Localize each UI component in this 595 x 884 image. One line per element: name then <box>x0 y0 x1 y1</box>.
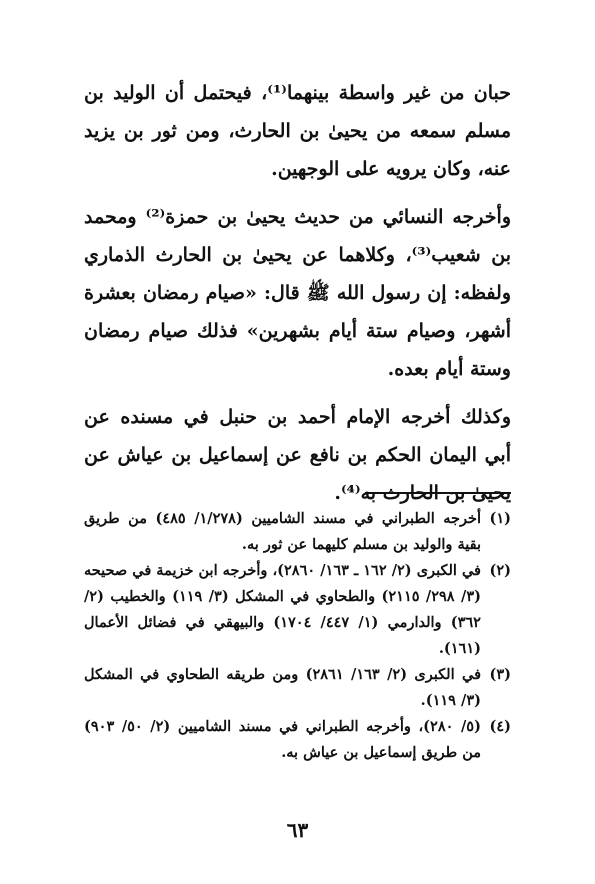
footnote-divider <box>365 492 511 494</box>
footnote-text: (٥/ ٢٨٠)، وأخرجه الطبراني في مسند الشاميين (٢/ ٥٠/ ٩٠٣) من طريق إسماعيل بن عياش به. <box>84 718 481 761</box>
footnote-text: أخرجه الطبراني في مسند الشاميين (١/٢٧٨/ ٤٨٥) من طريق بقية والوليد بن مسلم كليهما عن ثور به. <box>84 510 481 553</box>
footnotes <box>84 506 511 766</box>
page-number: ٦٣ <box>286 818 309 842</box>
footnote-text: في الكبرى (٢/ ١٦٢ ـ ١٦٣/ ٢٨٦٠)، وأخرجه ابن خزيمة في صحيحه (٣/ ٢٩٨/ ٢١١٥) والطحاوي في المشكل (٣/ ١١٩) والخطيب (٢/ ٣٦٢) والدارمي (١/ ٤٤٧/ ١٧٠٤) والبيهقي في فضائل الأعمال (١٦١). <box>84 562 481 657</box>
footnote-text: في الكبرى (٢/ ١٦٣/ ٢٨٦١) ومن طريقه الطحاوي في المشكل (٣/ ١١٩). <box>84 666 481 709</box>
footnote-4 <box>84 714 511 766</box>
main-text <box>84 74 511 522</box>
paragraph-2: وأخرجه النسائي من حديث يحيىٰ بن حمزة⁽²⁾ ومحمد بن شعيب⁽³⁾، وكلاهما عن يحيىٰ بن الحارث الذماري ولفظه: إن رسول الله ﷺ قال: «صيام رمضان بعشرة أشهر، وصيام ستة أيام بشهرين» فذلك صيام رمضان وستة أيام بعده. <box>84 206 511 380</box>
footnote-number: (٣) <box>489 666 511 683</box>
footnote-number: (٤) <box>489 718 511 735</box>
paragraph-1: حبان من غير واسطة بينهما⁽¹⁾، فيحتمل أن الوليد بن مسلم سمعه من يحيىٰ بن الحارث، ومن ثور بن يزيد عنه، وكان يرويه على الوجهين. <box>84 82 511 180</box>
footnote-2 <box>84 558 511 662</box>
footnote-number: (١) <box>489 510 511 527</box>
footnote-number: (٢) <box>489 562 511 579</box>
footnote-3 <box>84 662 511 714</box>
paragraph-3: وكذلك أخرجه الإمام أحمد بن حنبل في مسنده عن أبي اليمان الحكم بن نافع عن إسماعيل بن عياش عن يحيىٰ بن الحارث به⁽⁴⁾. <box>84 406 511 504</box>
footnote-1 <box>84 506 511 558</box>
